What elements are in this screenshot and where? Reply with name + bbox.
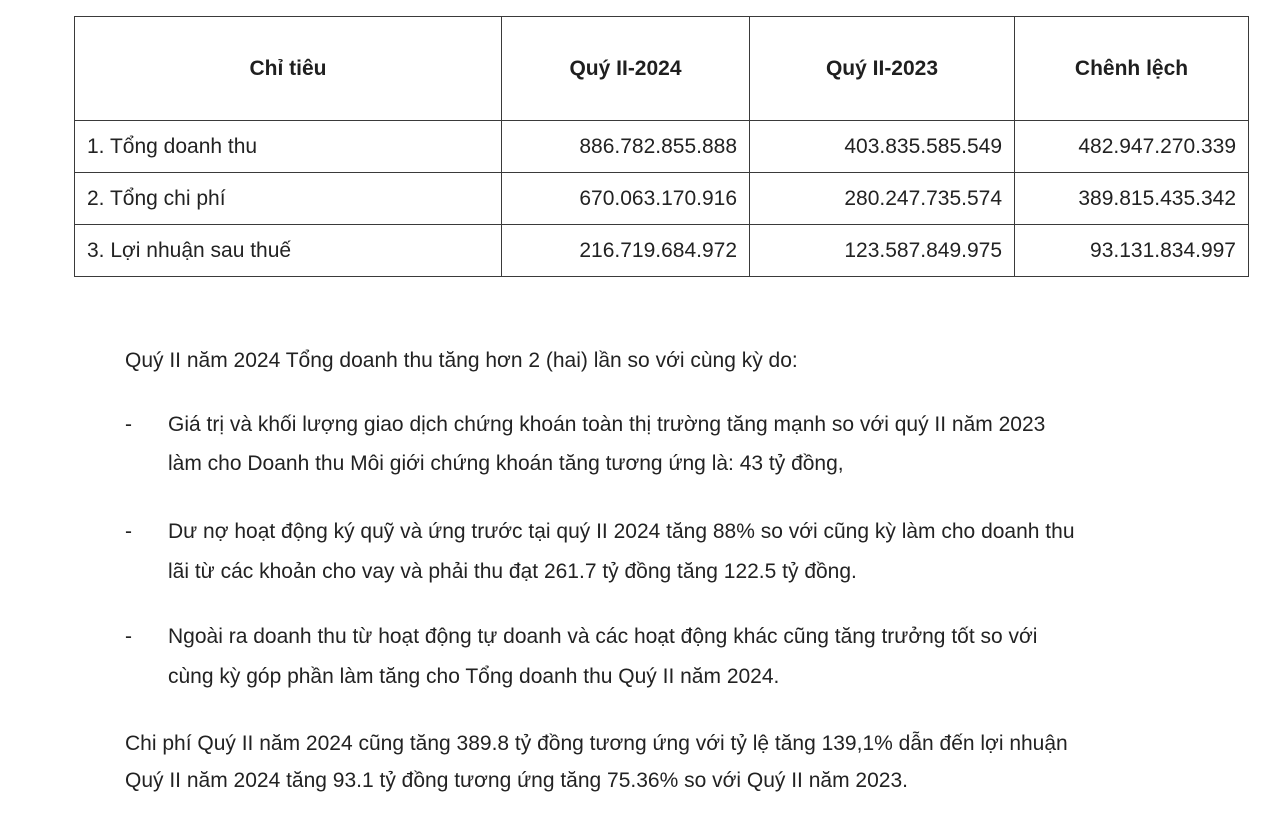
bullet-dash: - (125, 625, 132, 648)
bullet-line: Ngoài ra doanh thu từ hoạt động tự doanh và các hoạt động khác cũng tăng trưởng tốt so với (168, 625, 1038, 648)
header-chi-tieu: Chỉ tiêu (75, 17, 502, 121)
header-q2-2024: Quý II-2024 (502, 17, 750, 121)
cell-q2-2023: 403.835.585.549 (750, 121, 1015, 173)
row-label: 2. Tổng chi phí (75, 173, 502, 225)
bullet-line: Giá trị và khối lượng giao dịch chứng khoán toàn thị trường tăng mạnh so với quý II năm 2023 (168, 413, 1046, 436)
cell-chenh-lech: 482.947.270.339 (1015, 121, 1249, 173)
table-row (75, 121, 1249, 173)
table-row (75, 173, 1249, 225)
conclusion-line: Quý II năm 2024 tăng 93.1 tỷ đồng tương ứng tăng 75.36% so với Quý II năm 2023. (125, 769, 908, 792)
intro-paragraph: Quý II năm 2024 Tổng doanh thu tăng hơn 2 (hai) lần so với cùng kỳ do: (125, 349, 798, 372)
cell-q2-2023: 123.587.849.975 (750, 225, 1015, 277)
bullet-line: cùng kỳ góp phần làm tăng cho Tổng doanh thu Quý II năm 2024. (168, 665, 780, 688)
bullet-dash: - (125, 413, 132, 436)
header-chenh-lech: Chênh lệch (1015, 17, 1249, 121)
conclusion-line: Chi phí Quý II năm 2024 cũng tăng 389.8 tỷ đồng tương ứng với tỷ lệ tăng 139,1% dẫn đến lợi nhuận (125, 732, 1068, 755)
bullet-line: lãi từ các khoản cho vay và phải thu đạt 261.7 tỷ đồng tăng 122.5 tỷ đồng. (168, 560, 857, 583)
row-label: 3. Lợi nhuận sau thuế (75, 225, 502, 277)
cell-q2-2023: 280.247.735.574 (750, 173, 1015, 225)
header-q2-2023: Quý II-2023 (750, 17, 1015, 121)
bullet-line: làm cho Doanh thu Môi giới chứng khoán tăng tương ứng là: 43 tỷ đồng, (168, 452, 844, 475)
financial-summary-table (74, 16, 1249, 277)
cell-q2-2024: 886.782.855.888 (502, 121, 750, 173)
cell-q2-2024: 216.719.684.972 (502, 225, 750, 277)
bullet-dash: - (125, 520, 132, 543)
row-label: 1. Tổng doanh thu (75, 121, 502, 173)
table-row (75, 225, 1249, 277)
cell-chenh-lech: 93.131.834.997 (1015, 225, 1249, 277)
cell-chenh-lech: 389.815.435.342 (1015, 173, 1249, 225)
bullet-line: Dư nợ hoạt động ký quỹ và ứng trước tại quý II 2024 tăng 88% so với cũng kỳ làm cho doanh thu (168, 520, 1075, 543)
cell-q2-2024: 670.063.170.916 (502, 173, 750, 225)
table-header-row (75, 17, 1249, 121)
